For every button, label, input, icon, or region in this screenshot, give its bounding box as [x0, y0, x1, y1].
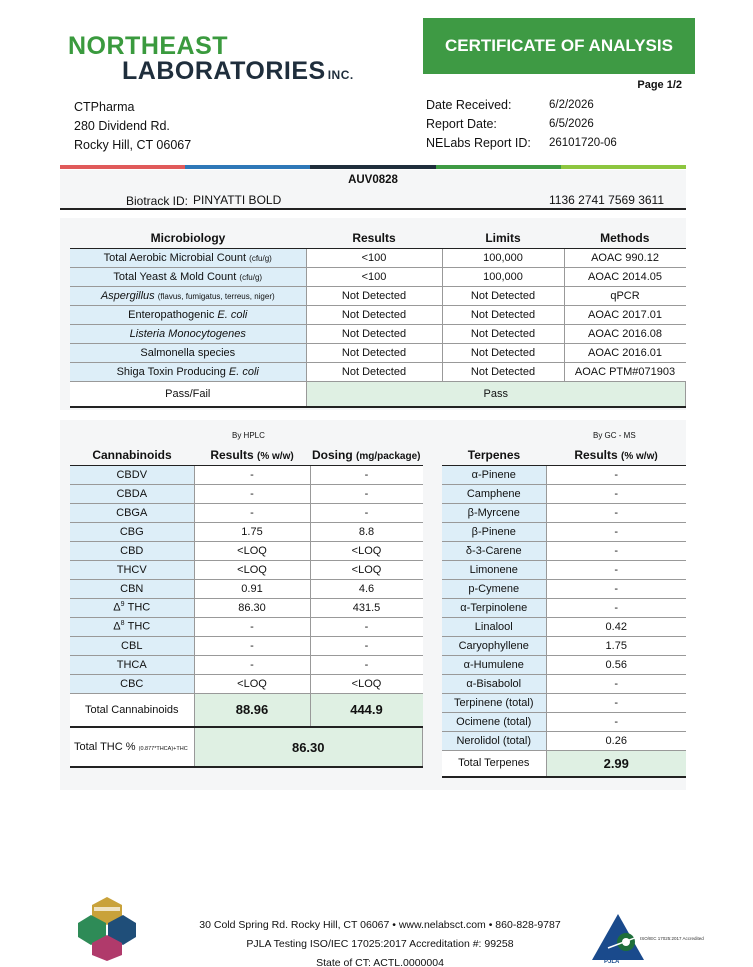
test-limit: 100,000 [442, 248, 564, 267]
cannabinoid-name: $\Delta^8$ THC [70, 617, 194, 636]
table-row [442, 674, 686, 693]
table-row [442, 465, 686, 484]
terpene-result: - [546, 484, 686, 503]
test-limit: Not Detected [442, 343, 564, 362]
terpene-result: - [546, 693, 686, 712]
cannabinoid-dosing: - [310, 655, 423, 674]
table-row [70, 617, 423, 636]
cannabinoid-name: CBGA [70, 503, 194, 522]
cannabinoid-name: THCV [70, 560, 194, 579]
client-city: Rocky Hill, CT 06067 [74, 138, 192, 152]
cannabinoid-dosing: 4.6 [310, 579, 423, 598]
gcms-method: By GC - MS [593, 431, 636, 440]
logo-inc: INC. [327, 68, 354, 82]
terpene-name: Caryophyllene [442, 636, 546, 655]
color-bar-red [60, 165, 185, 169]
methods-header: Methods [564, 229, 686, 248]
terpene-name: Terpinene (total) [442, 693, 546, 712]
test-result: Not Detected [306, 362, 442, 381]
client-address [74, 98, 191, 155]
cannabinoid-result: - [194, 636, 310, 655]
date-received-value: 6/2/2026 [549, 99, 594, 111]
cannabinoid-result: - [194, 484, 310, 503]
terpene-result: - [546, 560, 686, 579]
cannabinoid-dosing: 431.5 [310, 598, 423, 617]
test-name [70, 267, 306, 286]
cannabinoid-result: 1.75 [194, 522, 310, 541]
table-row [70, 579, 423, 598]
terpene-result: - [546, 503, 686, 522]
test-limit: 100,000 [442, 267, 564, 286]
cannabinoid-dosing: - [310, 636, 423, 655]
table-row [70, 655, 423, 674]
terpene-result: - [546, 522, 686, 541]
cannabinoid-dosing: 8.8 [310, 522, 423, 541]
cannabinoid-dosing: <LOQ [310, 674, 423, 693]
test-method: AOAC 2017.01 [564, 305, 686, 324]
terpene-result: - [546, 579, 686, 598]
terpene-name: α-Pinene [442, 465, 546, 484]
table-row [70, 362, 686, 381]
results-unit: (% w/w) [257, 451, 294, 463]
footer [150, 916, 610, 967]
table-row [442, 484, 686, 503]
test-method: qPCR [564, 286, 686, 305]
table-row [70, 267, 686, 286]
table-row [70, 248, 686, 267]
total-cannabinoids-label: Total Cannabinoids [70, 693, 194, 727]
terpene-name: Linalool [442, 617, 546, 636]
cannabinoid-name: CBG [70, 522, 194, 541]
table-row [70, 674, 423, 693]
table-row [442, 579, 686, 598]
cannabinoid-name: CBL [70, 636, 194, 655]
terpene-result: - [546, 465, 686, 484]
terpene-results-header [546, 446, 686, 465]
test-name [70, 286, 306, 305]
color-bar-green [436, 165, 561, 169]
cannabinoid-dosing: <LOQ [310, 560, 423, 579]
terpene-result: 0.56 [546, 655, 686, 674]
test-method: AOAC 2014.05 [564, 267, 686, 286]
cannabinoid-result: - [194, 465, 310, 484]
terpenes-header-row [442, 446, 686, 465]
pass-fail-label: Pass/Fail [70, 381, 306, 407]
cannabinoid-dosing: - [310, 503, 423, 522]
test-method: AOAC 990.12 [564, 248, 686, 267]
table-row [70, 503, 423, 522]
test-result: Not Detected [306, 343, 442, 362]
terpene-name: p-Cymene [442, 579, 546, 598]
terpene-result: - [546, 712, 686, 731]
test-result: Not Detected [306, 286, 442, 305]
total-thc-formula: (0.877*THCA)+THC [138, 746, 188, 752]
footer-accreditation: PJLA Testing ISO/IEC 17025:2017 Accreditation #: 99258 [246, 938, 514, 950]
client-street: 280 Dividend Rd. [74, 119, 170, 133]
cannabinoid-result: <LOQ [194, 560, 310, 579]
total-cannabinoids-row [70, 693, 423, 727]
cannabinoid-name: $\Delta^9$ THC [70, 598, 194, 617]
test-result: <100 [306, 267, 442, 286]
footer-state: State of CT: ACTL.0000004 [316, 957, 444, 967]
biotrack-number: 1136 2741 7569 3611 [549, 193, 665, 207]
cannabinoids-table [70, 446, 423, 768]
terpene-result: - [546, 541, 686, 560]
sample-id: AUV0828 [348, 174, 398, 186]
logo-northeast: NORTHEAST [68, 32, 229, 60]
cannabinoid-result: 0.91 [194, 579, 310, 598]
certification-badges-icon [76, 895, 138, 961]
page-number: Page 1/2 [637, 79, 682, 91]
cannabinoid-dosing: - [310, 617, 423, 636]
isomer-superscript: 9 [120, 601, 125, 609]
terpene-name: δ-3-Carene [442, 541, 546, 560]
terpene-result: - [546, 598, 686, 617]
total-cannabinoids-dosing: 444.9 [310, 693, 423, 727]
terpene-result: - [546, 674, 686, 693]
test-method: AOAC 2016.08 [564, 324, 686, 343]
microbiology-table [70, 229, 686, 408]
table-row [70, 324, 686, 343]
terpene-name: β-Pinene [442, 522, 546, 541]
dosing-unit: (mg/package) [356, 451, 421, 463]
cannabinoid-dosing: - [310, 484, 423, 503]
test-unit: (flavus, fumigatus, terreus, niger) [157, 291, 275, 301]
report-meta-labels [426, 96, 531, 153]
test-name: Salmonella species [70, 343, 306, 362]
table-row [70, 465, 423, 484]
color-bar-navy [310, 165, 435, 169]
color-bar-lime [561, 165, 686, 169]
hplc-method: By HPLC [232, 431, 265, 440]
terpene-result: 1.75 [546, 636, 686, 655]
report-meta-values [549, 96, 617, 153]
table-row [70, 286, 686, 305]
biotrack-label: Biotrack ID: [126, 194, 189, 208]
total-thc-label-text: Total THC % [74, 741, 136, 753]
terpene-name: β-Myrcene [442, 503, 546, 522]
biotrack-product-name: PINYATTI BOLD [193, 193, 282, 207]
total-thc-value: 86.30 [194, 727, 423, 767]
terpene-name: α-Terpinolene [442, 598, 546, 617]
terpenes-header: Terpenes [442, 446, 546, 465]
terpenes-table [442, 446, 686, 778]
total-terpenes-value: 2.99 [546, 750, 686, 777]
table-row [442, 712, 686, 731]
test-unit: (cfu/g) [249, 253, 272, 263]
cannabinoid-results-header [194, 446, 310, 465]
cannabinoid-name: CBD [70, 541, 194, 560]
terpene-name: α-Humulene [442, 655, 546, 674]
cannabinoid-dosing: <LOQ [310, 541, 423, 560]
test-name-text: Total Yeast & Mold Count [113, 270, 237, 283]
client-name: CTPharma [74, 100, 135, 114]
terpene-result: 0.42 [546, 617, 686, 636]
color-bar-blue [185, 165, 310, 169]
cannabinoids-header-row [70, 446, 423, 465]
terpene-name: Nerolidol (total) [442, 731, 546, 750]
organism-italic: E. coli [228, 365, 259, 378]
test-name: Listeria Monocytogenes [70, 324, 306, 343]
table-row [442, 617, 686, 636]
test-limit: Not Detected [442, 286, 564, 305]
pjla-iso-text: ISO/IEC 17025:2017 Accredited [640, 936, 704, 941]
logo-laboratories-text: LABORATORIES [122, 57, 326, 85]
total-terpenes-row [442, 750, 686, 777]
pjla-text: PJLA [604, 959, 620, 964]
terpene-name: α-Bisabolol [442, 674, 546, 693]
cannabinoid-result: - [194, 617, 310, 636]
terpene-results-text: Results [574, 448, 618, 463]
table-row [442, 731, 686, 750]
test-limit: Not Detected [442, 324, 564, 343]
test-method: AOAC 2016.01 [564, 343, 686, 362]
microbiology-header: Microbiology [70, 229, 306, 248]
table-row [442, 560, 686, 579]
total-terpenes-label: Total Terpenes [442, 750, 546, 777]
certificate-title: CERTIFICATE OF ANALYSIS [423, 18, 695, 74]
test-name [70, 248, 306, 267]
results-header: Results [306, 229, 442, 248]
pjla-accreditation-logo-icon [588, 910, 708, 964]
cannabinoid-result: <LOQ [194, 541, 310, 560]
cannabinoid-name: CBN [70, 579, 194, 598]
test-name-text: Aspergillus [100, 289, 155, 302]
report-date-value: 6/5/2026 [549, 118, 594, 130]
table-row [442, 598, 686, 617]
cannabinoids-header: Cannabinoids [70, 446, 194, 465]
table-row [70, 484, 423, 503]
test-method: AOAC PTM#071903 [564, 362, 686, 381]
cannabinoid-result: - [194, 655, 310, 674]
test-result: Not Detected [306, 305, 442, 324]
dosing-header-text: Dosing [312, 448, 353, 463]
table-row [442, 541, 686, 560]
total-thc-label [70, 727, 194, 767]
table-row [442, 503, 686, 522]
table-row [70, 343, 686, 362]
results-header-text: Results [210, 448, 254, 463]
cannabinoid-dosing: - [310, 465, 423, 484]
report-id-label: NELabs Report ID: [426, 136, 531, 150]
pass-fail-value: Pass [306, 381, 686, 407]
cannabinoid-name: CBC [70, 674, 194, 693]
cannabinoid-name: CBDA [70, 484, 194, 503]
test-name: Enteropathogenic E. coli [70, 305, 306, 324]
table-row [442, 693, 686, 712]
table-row [442, 636, 686, 655]
test-name: Shiga Toxin Producing E. coli [70, 362, 306, 381]
terpene-results-unit: (% w/w) [621, 451, 658, 463]
organism-italic: E. coli [217, 308, 248, 321]
terpene-name: Ocimene (total) [442, 712, 546, 731]
terpene-name: Camphene [442, 484, 546, 503]
cannabinoid-result: <LOQ [194, 674, 310, 693]
footer-address: 30 Cold Spring Rd. Rocky Hill, CT 06067 • www.nelabsct.com • 860-828-9787 [199, 919, 561, 931]
test-result: <100 [306, 248, 442, 267]
cannabinoid-result: 86.30 [194, 598, 310, 617]
terpene-result: 0.26 [546, 731, 686, 750]
table-row [70, 541, 423, 560]
date-received-label: Date Received: [426, 98, 512, 112]
table-row [442, 655, 686, 674]
test-limit: Not Detected [442, 305, 564, 324]
table-row [70, 636, 423, 655]
report-id-value: 26101720-06 [549, 137, 617, 149]
cannabinoid-name: THCA [70, 655, 194, 674]
cannabinoid-result: - [194, 503, 310, 522]
logo-laboratories [122, 58, 354, 88]
table-row [70, 598, 423, 617]
test-name-text: Total Aerobic Microbial Count [103, 251, 247, 264]
terpene-name: Limonene [442, 560, 546, 579]
brand-color-bar [60, 165, 686, 169]
pass-fail-row [70, 381, 686, 407]
total-thc-row [70, 727, 423, 767]
table-row [70, 305, 686, 324]
table-row [70, 522, 423, 541]
total-cannabinoids-result: 88.96 [194, 693, 310, 727]
test-unit: (cfu/g) [239, 272, 263, 282]
table-row [70, 560, 423, 579]
cannabinoid-name: CBDV [70, 465, 194, 484]
isomer-superscript: 8 [120, 620, 125, 628]
dosing-header [310, 446, 423, 465]
microbiology-header-row [70, 229, 686, 248]
table-row [442, 522, 686, 541]
limits-header: Limits [442, 229, 564, 248]
test-limit: Not Detected [442, 362, 564, 381]
report-date-label: Report Date: [426, 117, 497, 131]
test-result: Not Detected [306, 324, 442, 343]
